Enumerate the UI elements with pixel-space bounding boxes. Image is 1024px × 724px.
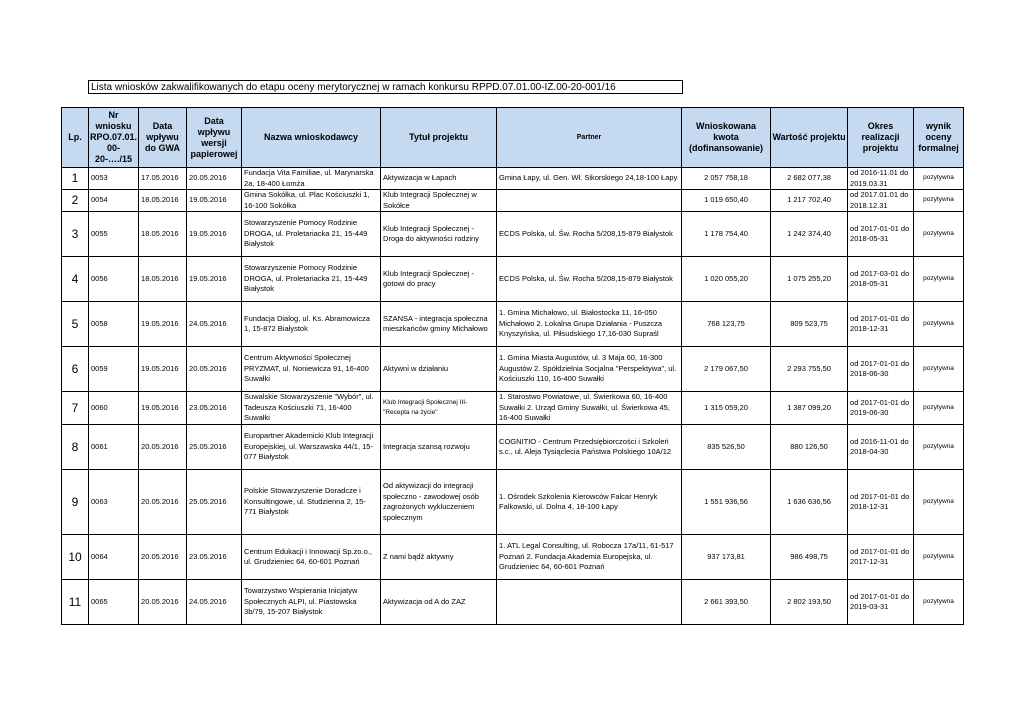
cell-tytul: Aktywizacja w Łapach	[381, 168, 497, 190]
cell-data-gwa: 20.05.2016	[139, 580, 187, 625]
header-wartosc: Wartość projektu	[771, 108, 848, 168]
cell-lp: 11	[62, 580, 89, 625]
header-tytul: Tytuł projektu	[381, 108, 497, 168]
cell-partner: 1. Starostwo Powiatowe, ul. Świerkowa 60, 16-400 Suwałki 2. Urząd Gminy Suwałki, ul. Świerkowa 45, 16-400 Suwałki	[497, 392, 682, 425]
cell-kwota: 2 661 393,50	[682, 580, 771, 625]
cell-data-gwa: 20.05.2016	[139, 535, 187, 580]
cell-lp: 3	[62, 212, 89, 257]
cell-data-papierowej: 25.05.2016	[187, 470, 242, 535]
cell-nazwa: Suwalskie Stowarzyszenie "Wybór", ul. Tadeusza Kościuszki 71, 16-400 Suwałki	[242, 392, 381, 425]
cell-nr: 0065	[89, 580, 139, 625]
cell-nr: 0058	[89, 302, 139, 347]
cell-data-papierowej: 23.05.2016	[187, 535, 242, 580]
cell-nazwa: Stowarzyszenie Pomocy Rodzinie DROGA, ul. Proletariacka 21, 15-449 Białystok	[242, 257, 381, 302]
cell-wartosc: 809 523,75	[771, 302, 848, 347]
cell-lp: 2	[62, 190, 89, 212]
cell-partner: 1. Gmina Michałowo, ul. Białostocka 11, 16-050 Michałowo 2. Lokalna Grupa Działania - Puszcza Knyszyńska, ul. Piłsudskiego 17,16-030 Supraśl	[497, 302, 682, 347]
cell-tytul: Klub Integracji Społecznej - gotowi do pracy	[381, 257, 497, 302]
table-row	[62, 425, 964, 470]
table-row	[62, 302, 964, 347]
cell-partner: ECDS Polska, ul. Św. Rocha 5/208,15-879 Białystok	[497, 212, 682, 257]
header-kwota: Wnioskowana kwota (dofinansowanie)	[682, 108, 771, 168]
cell-okres: od 2017.01.01 do 2018.12.31	[848, 190, 914, 212]
cell-tytul: Klub Integracji Społecznej - Droga do aktywności rodziny	[381, 212, 497, 257]
cell-data-papierowej: 19.05.2016	[187, 212, 242, 257]
table-row	[62, 190, 964, 212]
cell-wartosc: 1 217 702,40	[771, 190, 848, 212]
cell-partner: 1. Gmina Miasta Augustów, ul. 3 Maja 60, 16-300 Augustów 2. Spółdzielnia Socjalna "Perspektywa", ul. Kościuszki 110, 16-400 Suwałki	[497, 347, 682, 392]
cell-wartosc: 1 242 374,40	[771, 212, 848, 257]
cell-nazwa: Stowarzyszenie Pomocy Rodzinie DROGA, ul. Proletariacka 21, 15-449 Białystok	[242, 212, 381, 257]
cell-lp: 5	[62, 302, 89, 347]
cell-okres: od 2017-01-01 do 2019-03-31	[848, 580, 914, 625]
cell-okres: od 2016-11.01 do 2019.03.31	[848, 168, 914, 190]
cell-partner: ECDS Polska, ul. Św. Rocha 5/208,15-879 Białystok	[497, 257, 682, 302]
cell-nr: 0054	[89, 190, 139, 212]
cell-data-gwa: 20.05.2016	[139, 425, 187, 470]
cell-nazwa: Polskie Stowarzyszenie Doradcze i Konsultingowe, ul. Studzienna 2, 15-771 Białystok	[242, 470, 381, 535]
table-row	[62, 168, 964, 190]
cell-wynik: pozytywna	[914, 470, 964, 535]
cell-okres: od 2016-11-01 do 2018-04-30	[848, 425, 914, 470]
table-row	[62, 392, 964, 425]
cell-tytul: Od aktywizacji do integracji społeczno - zawodowej osób zagrożonych wykluczeniem społecznym	[381, 470, 497, 535]
cell-tytul: Klub Integracji Społecznej w Sokółce	[381, 190, 497, 212]
cell-nr: 0061	[89, 425, 139, 470]
cell-wynik: pozytywna	[914, 535, 964, 580]
cell-okres: od 2017-01-01 do 2018-12-31	[848, 470, 914, 535]
cell-wynik: pozytywna	[914, 257, 964, 302]
cell-okres: od 2017-01-01 do 2018-05-31	[848, 212, 914, 257]
cell-wynik: pozytywna	[914, 580, 964, 625]
cell-data-gwa: 20.05.2016	[139, 470, 187, 535]
cell-nr: 0056	[89, 257, 139, 302]
header-okres: Okres realizacji projektu	[848, 108, 914, 168]
cell-data-papierowej: 20.05.2016	[187, 347, 242, 392]
cell-wartosc: 1 075 255,20	[771, 257, 848, 302]
cell-nr: 0064	[89, 535, 139, 580]
header-data-papierowej: Data wpływu wersji papierowej	[187, 108, 242, 168]
cell-wartosc: 986 498,75	[771, 535, 848, 580]
cell-data-gwa: 19.05.2016	[139, 347, 187, 392]
cell-wynik: pozytywna	[914, 168, 964, 190]
cell-lp: 8	[62, 425, 89, 470]
cell-partner: Gmina Łapy, ul. Gen. Wł. Sikorskiego 24,18-100 Łapy	[497, 168, 682, 190]
cell-lp: 10	[62, 535, 89, 580]
table-row	[62, 212, 964, 257]
cell-wynik: pozytywna	[914, 212, 964, 257]
cell-nazwa: Centrum Edukacji i Innowacji Sp.zo.o., ul. Grudzieniec 64, 60-601 Poznań	[242, 535, 381, 580]
table-row	[62, 580, 964, 625]
cell-kwota: 835 526,50	[682, 425, 771, 470]
cell-nazwa: Centrum Aktywności Społecznej PRYZMAT, ul. Noniewicza 91, 16-400 Suwałki	[242, 347, 381, 392]
document-title: Lista wniosków zakwalifikowanych do etapu oceny merytorycznej w ramach konkursu RPPD.07.01.00-IZ.00-20-001/16	[88, 80, 683, 94]
cell-data-papierowej: 24.05.2016	[187, 302, 242, 347]
cell-data-gwa: 19.05.2016	[139, 302, 187, 347]
cell-wynik: pozytywna	[914, 190, 964, 212]
cell-data-gwa: 19.05.2016	[139, 392, 187, 425]
cell-lp: 7	[62, 392, 89, 425]
cell-data-papierowej: 19.05.2016	[187, 190, 242, 212]
cell-wynik: pozytywna	[914, 392, 964, 425]
cell-kwota: 768 123,75	[682, 302, 771, 347]
table-row	[62, 347, 964, 392]
cell-kwota: 2 057 758,18	[682, 168, 771, 190]
cell-data-papierowej: 25.05.2016	[187, 425, 242, 470]
cell-wynik: pozytywna	[914, 347, 964, 392]
cell-tytul: Integracja szansą rozwoju	[381, 425, 497, 470]
cell-wartosc: 2 802 193,50	[771, 580, 848, 625]
cell-nr: 0063	[89, 470, 139, 535]
cell-lp: 4	[62, 257, 89, 302]
cell-data-gwa: 17.05.2016	[139, 168, 187, 190]
table-row	[62, 257, 964, 302]
cell-kwota: 1 019 650,40	[682, 190, 771, 212]
header-partner: Partner	[497, 108, 682, 168]
cell-wartosc: 2 293 755,50	[771, 347, 848, 392]
header-wynik: wynik oceny formalnej	[914, 108, 964, 168]
cell-nr: 0059	[89, 347, 139, 392]
cell-kwota: 1 315 059,20	[682, 392, 771, 425]
cell-partner: 1. Ośrodek Szkolenia Kierowców Falcar Henryk Falkowski, ul. Dolna 4, 18-100 Łapy	[497, 470, 682, 535]
cell-wartosc: 880 126,50	[771, 425, 848, 470]
header-data-gwa: Data wpływu do GWA	[139, 108, 187, 168]
cell-kwota: 1 178 754,40	[682, 212, 771, 257]
cell-data-gwa: 18.05.2016	[139, 212, 187, 257]
table-row	[62, 535, 964, 580]
cell-data-papierowej: 24.05.2016	[187, 580, 242, 625]
cell-wynik: pozytywna	[914, 302, 964, 347]
cell-tytul: Aktywizacja od A do ZAZ	[381, 580, 497, 625]
cell-lp: 1	[62, 168, 89, 190]
applications-table	[61, 107, 964, 625]
header-nr-wniosku: Nr wniosku RPO.07.01. 00-20-…./15	[89, 108, 139, 168]
cell-data-papierowej: 23.05.2016	[187, 392, 242, 425]
cell-nr: 0055	[89, 212, 139, 257]
cell-okres: od 2017-03-01 do 2018-05-31	[848, 257, 914, 302]
cell-okres: od 2017-01-01 do 2018-12-31	[848, 302, 914, 347]
cell-tytul: SZANSA - integracja społeczna mieszkańców gminy Michałowo	[381, 302, 497, 347]
cell-data-gwa: 18.05.2016	[139, 257, 187, 302]
cell-nazwa: Towarzystwo Wspierania Inicjatyw Społecznych ALPI, ul. Piastowska 3b/79, 15-207 Białystok	[242, 580, 381, 625]
header-row	[62, 108, 964, 168]
cell-wartosc: 1 387 099,20	[771, 392, 848, 425]
cell-tytul: Aktywni w działaniu	[381, 347, 497, 392]
cell-okres: od 2017-01-01 do 2017-12-31	[848, 535, 914, 580]
cell-nazwa: Fundacja Vita Familiae, ul. Marynarska 2a, 18-400 Łomża	[242, 168, 381, 190]
cell-kwota: 1 020 055,20	[682, 257, 771, 302]
cell-lp: 6	[62, 347, 89, 392]
cell-kwota: 2 179 067,50	[682, 347, 771, 392]
cell-nazwa: Europartner Akademicki Klub Integracji Europejskiej, ul. Warszawska 44/1, 15-077 Białystok	[242, 425, 381, 470]
cell-nazwa: Fundacja Dialog, ul. Ks. Abramowicza 1, 15-872 Białystok	[242, 302, 381, 347]
cell-tytul: Z nami bądź aktywny	[381, 535, 497, 580]
cell-wartosc: 1 636 636,56	[771, 470, 848, 535]
cell-partner: COGNITIO - Centrum Przedsiębiorczości i Szkoleń s.c., ul. Aleja Tysiąclecia Państwa Polskiego 10A/12	[497, 425, 682, 470]
cell-kwota: 1 551 936,56	[682, 470, 771, 535]
cell-partner	[497, 580, 682, 625]
cell-partner	[497, 190, 682, 212]
cell-okres: od 2017-01-01 do 2018-06-30	[848, 347, 914, 392]
cell-data-papierowej: 20.05.2016	[187, 168, 242, 190]
cell-tytul: Klub Integracji Społecznej III- "Recepta na życie"	[381, 392, 497, 425]
cell-kwota: 937 173,81	[682, 535, 771, 580]
cell-okres: od 2017-01-01 do 2019-06-30	[848, 392, 914, 425]
cell-lp: 9	[62, 470, 89, 535]
cell-wynik: pozytywna	[914, 425, 964, 470]
cell-nr: 0060	[89, 392, 139, 425]
header-lp: Lp.	[62, 108, 89, 168]
cell-partner: 1. ATL Legal Consulting, ul. Robocza 17a/11, 61-517 Poznań 2. Fundacja Akademia Europejska, ul. Grudzieniec 64, 60-601 Poznań	[497, 535, 682, 580]
cell-wartosc: 2 682 077,38	[771, 168, 848, 190]
cell-data-papierowej: 19.05.2016	[187, 257, 242, 302]
table-row	[62, 470, 964, 535]
header-nazwa: Nazwa wnioskodawcy	[242, 108, 381, 168]
cell-nazwa: Gmina Sokółka, ul. Plac Kościuszki 1, 16-100 Sokółka	[242, 190, 381, 212]
cell-nr: 0053	[89, 168, 139, 190]
cell-data-gwa: 18.05.2016	[139, 190, 187, 212]
